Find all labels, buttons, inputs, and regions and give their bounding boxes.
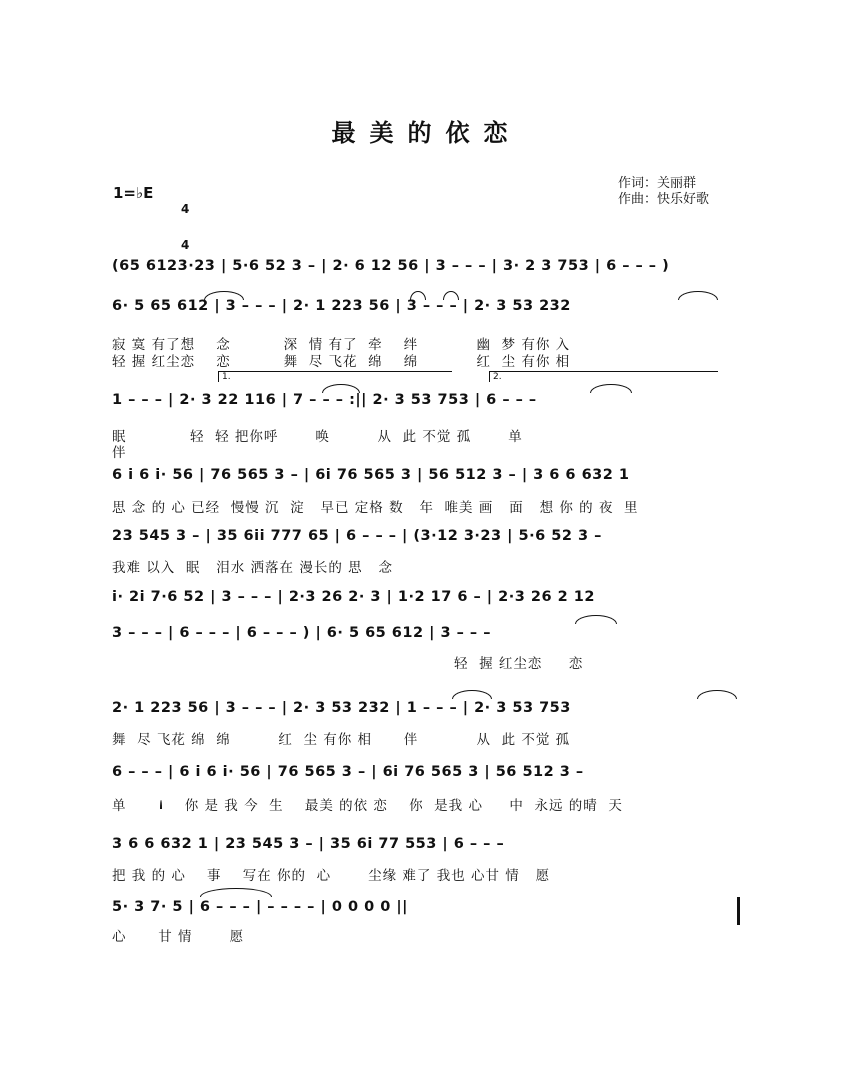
volta-bracket-1: 1. bbox=[218, 371, 452, 382]
lyric-line-11: 心 甘 情 愿 bbox=[112, 929, 245, 945]
lyric-line-2a: 寂 寞 有了想 念 深 情 有了 牵 绊 幽 梦 有你 入 bbox=[112, 337, 571, 353]
slur-mark bbox=[443, 291, 459, 300]
volta-bracket-2: 2. bbox=[489, 371, 718, 382]
slur-mark bbox=[452, 690, 492, 699]
slur-mark bbox=[697, 690, 737, 699]
score-line-11: 5· 3 7· 5 | 6 – – – | – – – – | 0 0 0 0 || bbox=[112, 899, 408, 915]
lyric-line-7: 轻 握 红尘恋 恋 bbox=[454, 656, 584, 672]
score-line-6: i· 2i 7·6 52 | 3 – – – | 2·3 26 2· 3 | 1·2 17 6 – | 2·3 26 2 12 bbox=[112, 589, 595, 605]
time-signature bbox=[181, 179, 189, 263]
lyric-line-4: 思 念 的 心 已经 慢慢 沉 淀 早已 定格 数 年 唯美 画 面 想 你 的 夜 里 bbox=[112, 500, 639, 516]
slur-mark bbox=[678, 291, 718, 300]
lyric-line-8: 舞 尽 飞花 绵 绵 红 尘 有你 相 伴 从 此 不觉 孤 bbox=[112, 732, 571, 748]
final-barline bbox=[737, 897, 740, 925]
lyric-line-10: 把 我 的 心 事 写在 你的 心 尘缘 难了 我也 心甘 情 愿 bbox=[112, 868, 551, 884]
score-line-8: 2· 1 223 56 | 3 – – – | 2· 3 53 232 | 1 – – – | 2· 3 53 753 bbox=[112, 700, 571, 716]
score-line-5: 23 545 3 – | 35 6ii 777 65 | 6 – – – | (3·12 3·23 | 5·6 52 3 – bbox=[112, 528, 602, 544]
slur-mark bbox=[322, 384, 360, 393]
slur-mark bbox=[575, 615, 617, 624]
score-line-10: 3 6 6 632 1 | 23 545 3 – | 35 6i 77 553 | 6 – – – bbox=[112, 836, 505, 852]
lyric-line-2b: 轻 握 红尘恋 恋 舞 尽 飞花 绵 绵 红 尘 有你 相 bbox=[112, 354, 571, 370]
meter-top: 4 bbox=[181, 202, 190, 216]
slur-mark bbox=[200, 888, 272, 897]
score-line-3: 1 – – – | 2· 3 22 116 | 7 – – – :|| 2· 3 53 753 | 6 – – – bbox=[112, 392, 537, 408]
page-title: 最美的依恋 bbox=[331, 119, 522, 147]
key-signature: 1=♭E bbox=[113, 184, 154, 202]
score-line-1: (65 6123·23 | 5·6 52 3 – | 2· 6 12 56 | 3 – – – | 3· 2 3 753 | 6 – – – ) bbox=[112, 258, 670, 274]
lyricist-credit: 作词：关丽群 bbox=[618, 176, 697, 191]
lyric-line-3a: 眠 轻 轻 把你呼 唤 从 此 不觉 孤 单 bbox=[112, 429, 523, 445]
score-line-2: 6· 5 65 612 | 3 – – – | 2· 1 223 56 | 3 – – – | 2· 3 53 232 bbox=[112, 298, 571, 314]
score-line-7: 3 – – – | 6 – – – | 6 – – – ) | 6· 5 65 612 | 3 – – – bbox=[112, 625, 491, 641]
lyric-line-3b: 伴 bbox=[112, 445, 127, 461]
composer-credit: 作曲：快乐好歌 bbox=[618, 192, 710, 207]
score-line-4: 6 i 6 i· 56 | 76 565 3 – | 6i 76 565 3 | 56 512 3 – | 3 6 6 632 1 bbox=[112, 467, 630, 483]
lyric-line-5: 我难 以入 眠 泪水 洒落在 漫长的 思 念 bbox=[112, 560, 393, 576]
score-line-9: 6 – – – | 6 i 6 i· 56 | 76 565 3 – | 6i 76 565 3 | 56 512 3 – bbox=[112, 764, 584, 780]
lyric-line-9: 单 你 是 我 今 生 最美 的依 恋 你 是我 心 中 永远 的晴 天 bbox=[112, 798, 623, 814]
slur-mark bbox=[410, 291, 426, 300]
slur-mark bbox=[204, 291, 244, 300]
meter-bottom: 4 bbox=[181, 238, 190, 252]
slur-mark bbox=[590, 384, 632, 393]
